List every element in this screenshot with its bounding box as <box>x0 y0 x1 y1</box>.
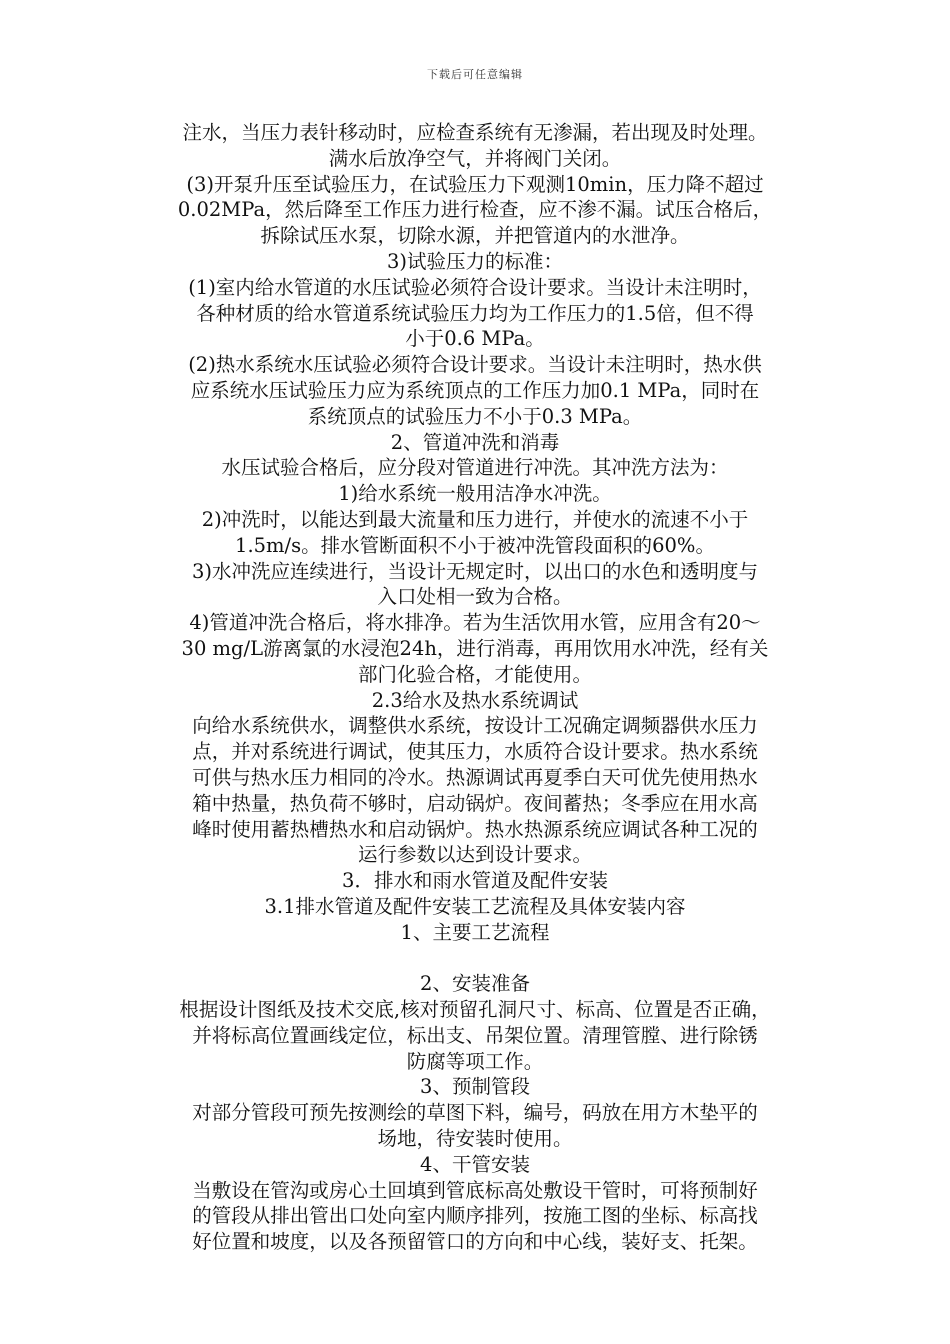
text-line: 3、预制管段 <box>420 1075 530 1099</box>
text-line: 2、管道冲洗和消毒 <box>390 430 560 454</box>
text-line: 3)水冲洗应连续进行，当设计无规定时，以出口的水色和透明度与 <box>191 559 758 583</box>
text-line: 满水后放净空气，并将阀门关闭。 <box>328 146 622 170</box>
text-line: 拆除试压水泵，切除水源，并把管道内的水泄净。 <box>260 224 690 248</box>
text-line: 2)冲洗时，以能达到最大流量和压力进行，并使水的流速不小于 <box>201 507 749 531</box>
text-line: 30 mg/L游离氯的水浸泡24h，进行消毒，再用饮用水冲洗，经有关 <box>181 636 769 660</box>
text-line: 点，并对系统进行调试，使其压力，水质符合设计要求。热水系统 <box>192 740 758 764</box>
text-line: 各种材质的给水管道系统试验压力均为工作压力的1.5倍，但不得 <box>196 301 754 325</box>
text-line: 场地，待安装时使用。 <box>377 1127 573 1151</box>
text-line: 好位置和坡度，以及各预留管口的方向和中心线，装好支、托架。 <box>192 1230 758 1254</box>
text-line: 4、干管安装 <box>420 1152 530 1176</box>
text-line: 1.5m/s。排水管断面积不小于被冲洗管段面积的60%。 <box>235 533 715 557</box>
text-line: 入口处相一致为合格。 <box>377 585 573 609</box>
text-line: 注水，当压力表针移动时，应检查系统有无渗漏，若出现及时处理。 <box>182 121 768 144</box>
document-body <box>140 120 810 1255</box>
text-line: 峰时使用蓄热槽热水和启动锅炉。热水热源系统应调试各种工况的 <box>192 817 758 841</box>
text-line: 对部分管段可预先按测绘的草图下料，编号，码放在用方木垫平的 <box>192 1101 758 1125</box>
text-line: 并将标高位置画线定位，标出支、吊架位置。清理管膛、进行除锈 <box>192 1023 758 1047</box>
text-line: (3)开泵升压至试验压力，在试验压力下观测10min，压力降不超过 <box>186 172 764 196</box>
text-line: 2.3给水及热水系统调试 <box>371 688 579 712</box>
text-line: 4)管道冲洗合格后，将水排净。若为生活饮用水管，应用含有20～ <box>189 611 761 635</box>
text-line: (1)室内给水管道的水压试验必须符合设计要求。当设计未注明时， <box>188 275 762 299</box>
text-line: 根据设计图纸及技术交底,核对预留孔洞尺寸、标高、位置是否正确， <box>179 998 771 1022</box>
text-line: 箱中热量，热负荷不够时，启动锅炉。夜间蓄热；冬季应在用水高 <box>192 791 758 815</box>
text-line: 系统顶点的试验压力不小于0.3 MPa。 <box>307 404 643 428</box>
text-line: 向给水系统供水，调整供水系统，按设计工况确定调频器供水压力 <box>192 714 758 738</box>
text-line: 运行参数以达到设计要求。 <box>357 843 592 867</box>
text-line: 的管段从排出管出口处向室内顺序排列，按施工图的坐标、标高找 <box>192 1204 758 1228</box>
text-line: 防腐等项工作。 <box>406 1049 544 1073</box>
text-line: 部门化验合格，才能使用。 <box>357 662 592 686</box>
text-line: 0.02MPa，然后降至工作压力进行检查，应不渗不漏。试压合格后， <box>177 198 773 222</box>
text-line: (2)热水系统水压试验必须符合设计要求。当设计未注明时，热水供 <box>188 353 762 377</box>
text-line: 1、主要工艺流程 <box>400 920 550 944</box>
text-line: 1)给水系统一般用洁净水冲洗。 <box>338 482 612 506</box>
blank-line <box>140 946 810 972</box>
text-line: 当敷设在管沟或房心土回填到管底标高处敷设干管时，可将预制好 <box>192 1178 758 1202</box>
text-line: 3．排水和雨水管道及配件安装 <box>342 869 608 893</box>
page-header: 下载后可任意编辑 <box>427 68 523 81</box>
text-line: 3.1排水管道及配件安装工艺流程及具体安装内容 <box>264 894 686 918</box>
text-line: 小于0.6 MPa。 <box>405 327 545 351</box>
text-line: 3)试验压力的标准： <box>386 249 563 273</box>
text-line: 水压试验合格后，应分段对管道进行冲洗。其冲洗方法为： <box>221 456 729 480</box>
text-line: 可供与热水压力相同的冷水。热源调试再夏季白天可优先使用热水 <box>192 765 758 789</box>
text-line: 2、安装准备 <box>420 972 530 996</box>
text-line: 应系统水压试验压力应为系统顶点的工作压力加0.1 MPa，同时在 <box>190 378 760 402</box>
